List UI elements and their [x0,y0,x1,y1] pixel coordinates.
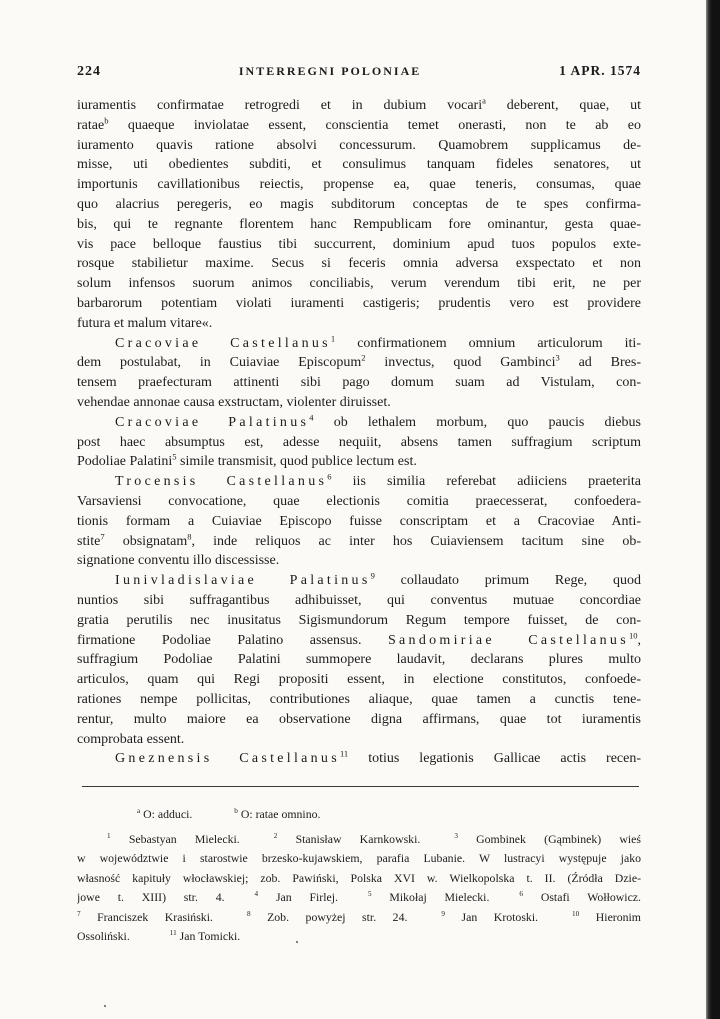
text-line: suffragium Podoliae Palatini summopere laudavit, declarans plures multo [77,652,641,668]
text-line: Podoliae Palatini$^5$ simile transmisit, quod publice lectum est. [77,452,417,470]
footnote-marker: 6 [519,890,524,899]
text-line: Cracoviae Castellanus$^1$ confirmationem omnium articulorum iti- [115,333,641,351]
text-line: tensem praefecturam attinenti sibi pago domum suam ad Vistulam, con- [77,375,641,391]
text-line: Varsaviensi convocatione, quae electionis comitia praecesserat, confoedera- [77,493,641,509]
footnote-marker: a [482,96,486,106]
paragraph [77,334,641,413]
spaced-name: Sandomiriae Castellanus [387,632,629,648]
footnote-marker: 1 [107,832,111,841]
paragraph [77,749,641,769]
paragraph [77,472,641,571]
text-line: tionis formam a Cuiaviae Episcopo fuisse conscriptam et a Cracoviae Anti- [77,513,641,529]
entry-gap [489,900,519,901]
variants-line [77,805,641,824]
page-number: 224 [77,64,101,79]
text-line: importunis cavillationibus reiectis, propense ea, quae teneris, consumas, quae [77,177,641,193]
spaced-name: Cracoviae Castellanus [115,335,331,351]
text-line: Iunivladislaviae Palatinus$^9$ collaudato primum Rege, quod [115,571,641,589]
running-title: INTERREGNI POLONIAE [238,64,422,78]
footnote-marker: 6 [327,472,332,482]
footnote-marker: 3 [454,832,458,841]
footnotes-block [77,830,641,946]
spaced-name: Trocensis Castellanus [115,474,328,490]
footnote-separator [82,786,639,787]
text-line: iuramento quavis ratione absolvi concessurum. Quamobrem supplicamus de- [77,137,641,153]
footnote-marker: 9 [370,571,375,581]
text-line: solum infensos suorum animos conciliabis, verum verendum tibi erit, ne per [77,276,641,292]
text-line: barbarorum potentiam violati iuramenti castigeris; prudentis vero est providere [77,295,641,311]
footnote-marker: 11 [339,749,349,759]
footnote-marker: 9 [441,909,446,918]
text-line: signatione conventu illo discessisse. [77,553,280,569]
spaced-name: Gneznensis Castellanus [115,751,340,767]
footnote-line: Ossoliński. $^{11}$ Jan Tomicki. [77,929,241,944]
variant-note: $^a$ O: adduci. [137,807,193,821]
footnote-marker: 7 [100,531,105,541]
text-line: stite$^7$ obsignatam$^8$, inde reliquos ac inter hos Cuiaviensem tacitum sine ob- [77,531,641,549]
text-line: gratia perutilis nec inusitatus Sigismundorum Regum tempore fuisset, de con- [77,612,641,628]
text-line: dem postulabat, in Cuiaviae Episcopum$^2$ invectus, quod Gambinci$^3$ ad Bres- [77,353,641,371]
text-line: nuntios sibi suffragantibus adhibuisset, qui conventus mutuae concordiae [77,592,641,608]
footnote-marker: 10 [572,909,580,918]
footnote-marker: 2 [273,832,278,841]
scan-speck [296,941,298,943]
text-line: quo alacrius peregeris, eo magis subditorum conceptas de te spes confirma- [77,196,641,212]
text-line: misse, uti obedientes subditi, et consulimus tanquam fideles senatores, ut [77,157,641,173]
spaced-name: Iunivladislaviae Palatinus [115,573,371,589]
footnote-marker: 7 [77,909,81,918]
footnote-marker: 10 [628,630,638,640]
footnote-marker: a [137,807,141,816]
footnote-marker: 4 [254,890,259,899]
page-header [77,63,641,80]
text-line: iuramentis confirmatae retrogredi et in dubium vocari$^a$ deberent, quae, ut [77,96,641,113]
entry-gap [240,842,274,843]
entry-gap [130,939,170,940]
scan-speck [104,1005,106,1007]
body-text [77,96,641,769]
footnote-marker: 8 [187,531,192,541]
text-line: articulos, quam qui Regi propositi essent, in electione constitutos, confoede- [77,672,641,688]
footnote-marker: 5 [367,890,372,899]
paragraph [77,571,641,749]
entry-gap [407,920,441,921]
text-line: firmatione Podoliae Palatino assensus. Sandomiriae Castellanus$^{10}$, [77,630,641,648]
footnote-marker: b [234,807,238,816]
footnote-marker: 1 [330,333,336,343]
footnote-marker: 5 [172,452,177,462]
text-line: rosque stabilietur maxime. Secus si feceris omnia adversa exspectato et non [77,256,641,272]
variant-note: $^b$ O: ratae omnino. [234,807,321,821]
date-header: 1 APR. 1574 [559,63,641,78]
entry-gap [538,920,572,921]
text-line: rationes nempe pollicitas, contributiones aliaque, quae tamen a cunctis tene- [77,691,641,707]
text-line: rentur, multo maiore ea observatione digna affirmans, quae tot iuramentis [77,711,641,727]
spaced-name: Cracoviae Palatinus [115,414,310,430]
footnote-marker: 4 [309,412,314,423]
entry-gap [338,900,368,901]
text-line: post haec absumptus est, adesse nequiit, absens tamen suffragium scriptum [77,434,641,450]
text-line: bis, qui te regnante florentem hanc Rempublicam fore ominantur, gesta quae- [77,216,641,232]
footnote-marker: 11 [169,929,177,938]
entry-gap [213,920,247,921]
footnote-marker: b [104,115,109,126]
text-line: Gneznensis Castellanus$^{11}$ totius legationis Gallicae actis recen- [115,749,641,767]
footnote-line: własność kapituły włocławskiej; zob. Pawiński, Polska XVI w. Wielkopolska t. II. (Źródła Dzie- [77,870,641,885]
footnote-marker: 2 [361,353,366,363]
text-line: vehendae annonae causa exstructam, violenter diruisset. [77,394,391,410]
text-line: Cracoviae Palatinus$^4$ ob lethalem morbum, quo paucis diebus [115,412,641,430]
text-line: vis pace belloque faustius tibi succurrent, dominium apud tuos populos exte- [77,236,641,252]
scan-edge-band [706,0,720,1019]
footnote-marker: 8 [246,909,251,918]
text-line: futura et malum vitare«. [77,315,213,331]
entry-gap [420,842,454,843]
entry-gap [225,900,255,901]
footnote-line: w województwie i starostwie brzesko-kujawskiem, parafia Lubanie. W lustracyi występuje jako [77,851,641,866]
text-line: Trocensis Castellanus$^6$ iis similia referebat adiiciens praeterita [115,472,641,490]
paragraph [77,96,641,334]
footnote-marker: 3 [555,353,560,363]
paragraph [77,413,641,472]
footnote-line: $^1$ Sebastyan Mielecki. $^2$ Stanisław Karnkowski. $^3$ Gombinek (Gąmbinek) wieś [107,832,641,846]
text-line: comprobata essent. [77,731,185,747]
footnote-line: $^7$ Franciszek Krasiński. $^8$ Zob. powyżej str. 24. $^9$ Jan Krotoski. $^{10}$ Hieronim [77,909,641,924]
text-line: ratae$^b$ quaeque inviolatae essent, conscientia temet onerasti, non te ab eo [77,115,641,133]
footnote-line: jowe t. XIII) str. 4. $^4$ Jan Firlej. $^5$ Mikołaj Mielecki. $^6$ Ostafi Wołłowicz. [77,890,641,905]
